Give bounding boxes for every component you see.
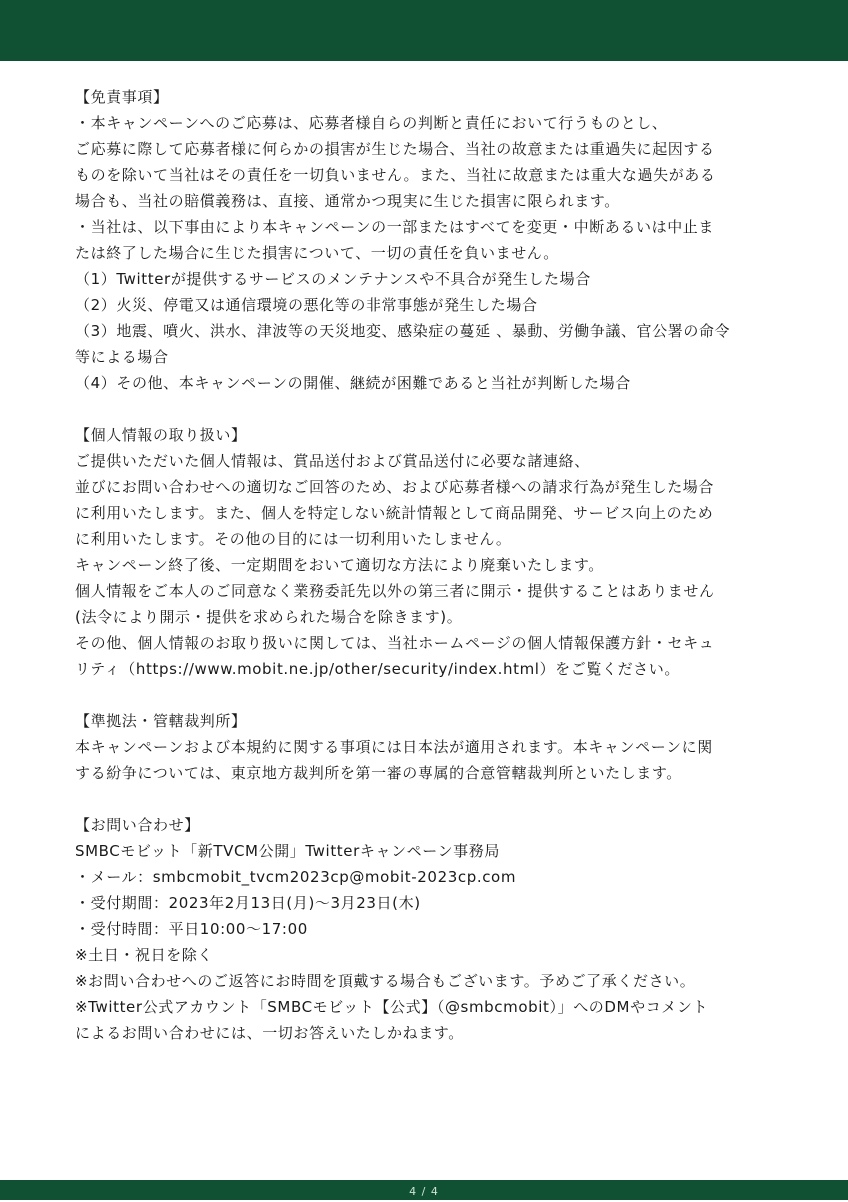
text-line: 個人情報をご本人のご同意なく業務委託先以外の第三者に開示・提供することはありません xyxy=(75,582,715,600)
disclaimer-section xyxy=(75,84,775,396)
footer-bar xyxy=(0,1180,848,1200)
header-bar xyxy=(0,0,848,61)
text-line: ・受付期間：2023年2月13日(月)〜3月23日(木) xyxy=(75,894,421,912)
contact-heading: 【お問い合わせ】 xyxy=(75,816,200,834)
text-line: によるお問い合わせには、一切お答えいたしかねます。 xyxy=(75,1024,464,1042)
text-line: ・受付時間：平日10:00〜17:00 xyxy=(75,920,308,938)
section-gap xyxy=(75,396,775,422)
law-section xyxy=(75,708,775,786)
text-line: 場合も、当社の賠償義務は、直接、通常かつ現実に生じた損害に限られます。 xyxy=(75,192,620,210)
text-line: （4）その他、本キャンペーンの開催、継続が困難であると当社が判断した場合 xyxy=(75,374,631,392)
law-heading: 【準拠法・管轄裁判所】 xyxy=(75,712,247,730)
text-line: 等による場合 xyxy=(75,348,169,366)
text-line: に利用いたします。その他の目的には一切利用いたしません。 xyxy=(75,530,512,548)
privacy-heading: 【個人情報の取り扱い】 xyxy=(75,426,247,444)
text-line: ※Twitter公式アカウント「SMBCモビット【公式】（@smbcmobit）」へのDMやコメント xyxy=(75,998,709,1016)
text-line: ご応募に際して応募者様に何らかの損害が生じた場合、当社の故意または重過失に起因する xyxy=(75,140,715,158)
text-line: ※お問い合わせへのご返答にお時間を頂戴する場合もございます。予めご了承ください。 xyxy=(75,972,696,990)
text-line: (法令により開示・提供を求められた場合を除きます)。 xyxy=(75,608,463,626)
text-line: する紛争については、東京地方裁判所を第一審の専属的合意管轄裁判所といたします。 xyxy=(75,764,682,782)
text-line: たは終了した場合に生じた損害について、一切の責任を負いません。 xyxy=(75,244,559,262)
section-gap xyxy=(75,786,775,812)
text-line: キャンペーン終了後、一定期間をおいて適切な方法により廃棄いたします。 xyxy=(75,556,604,574)
text-line: （2）火災、停電又は通信環境の悪化等の非常事態が発生した場合 xyxy=(75,296,538,314)
text-line: ・当社は、以下事由により本キャンペーンの一部またはすべてを変更・中断あるいは中止ま xyxy=(75,218,715,236)
contact-email: ・メール：smbcmobit_tvcm2023cp@mobit-2023cp.com xyxy=(75,868,517,886)
contact-section xyxy=(75,812,775,1046)
text-line: その他、個人情報のお取り扱いに関しては、当社ホームページの個人情報保護方針・セキュ xyxy=(75,634,715,652)
privacy-section xyxy=(75,422,775,682)
text-line: に利用いたします。また、個人を特定しない統計情報として商品開発、サービス向上のため xyxy=(75,504,714,522)
text-line: ご提供いただいた個人情報は、賞品送付および賞品送付に必要な諸連絡、 xyxy=(75,452,590,470)
text-line: リティ（https://www.mobit.ne.jp/other/security/index.html）をご覧ください。 xyxy=(75,660,680,678)
section-gap xyxy=(75,682,775,708)
text-line: ・本キャンペーンへのご応募は、応募者様自らの判断と責任において行うものとし、 xyxy=(75,114,668,132)
text-line: SMBCモビット「新TVCM公開」Twitterキャンペーン事務局 xyxy=(75,842,500,860)
page-number: 4 / 4 xyxy=(409,1185,439,1198)
text-line: ※土日・祝日を除く xyxy=(75,946,213,964)
disclaimer-heading: 【免責事項】 xyxy=(75,88,169,106)
text-line: 本キャンペーンおよび本規約に関する事項には日本法が適用されます。本キャンペーンに関 xyxy=(75,738,713,756)
document-body xyxy=(75,84,775,1046)
text-line: ものを除いて当社はその責任を一切負いません。また、当社に故意または重大な過失がある xyxy=(75,166,716,184)
text-line: 並びにお問い合わせへの適切なご回答のため、および応募者様への請求行為が発生した場合 xyxy=(75,478,715,496)
text-line: （3）地震、噴火、洪水、津波等の天災地変、感染症の蔓延 、暴動、労働争議、官公署の命令 xyxy=(75,322,731,340)
text-line: （1）Twitterが提供するサービスのメンテナンスや不具合が発生した場合 xyxy=(75,270,591,288)
